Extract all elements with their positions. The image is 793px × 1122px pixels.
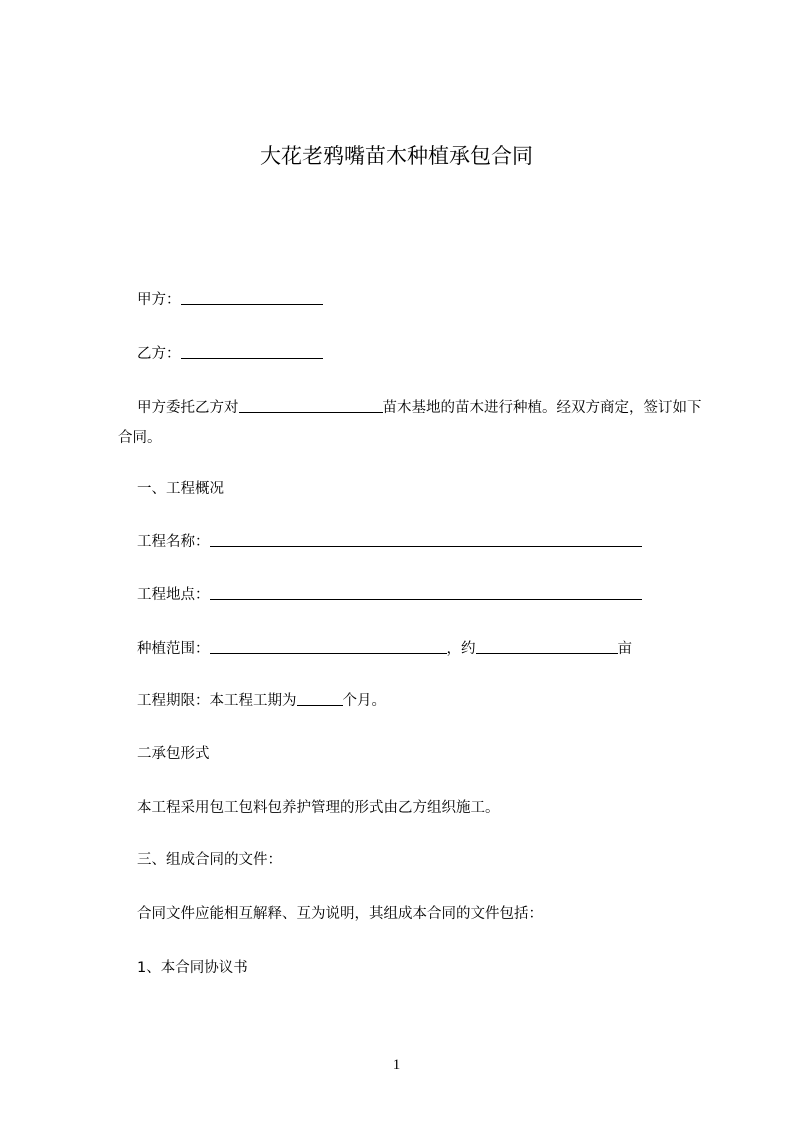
planting-scope-unit: 亩 xyxy=(617,641,632,657)
project-location-blank xyxy=(210,584,642,600)
party-a-blank xyxy=(181,289,323,305)
project-period-line xyxy=(137,690,386,712)
planting-scope-line xyxy=(137,638,632,660)
section2-heading: 二承包形式 xyxy=(137,746,210,762)
planting-scope-about: ，约 xyxy=(446,641,476,657)
section2-text: 本工程采用包工包料包养护管理的形式由乙方组织施工。 xyxy=(137,800,500,816)
page-number: 1 xyxy=(392,1057,401,1073)
section1-heading: 一、工程概况 xyxy=(137,481,224,497)
planting-scope-label: 种植范围： xyxy=(137,641,210,657)
project-period-part2: 个月。 xyxy=(342,693,386,709)
document-title: 大花老鸦嘴苗木种植承包合同 xyxy=(260,144,533,168)
intro-text-part2: 苗木基地的苗木进行种植。经双方商定，签订如下合同。 xyxy=(118,400,702,446)
base-name-blank xyxy=(239,397,383,413)
project-location-label: 工程地点： xyxy=(137,587,210,603)
party-b-blank xyxy=(181,343,323,359)
intro-text-part1: 甲方委托乙方对 xyxy=(137,400,239,416)
party-b-label: 乙方： xyxy=(137,346,181,362)
party-a-line xyxy=(137,289,323,311)
project-name-blank xyxy=(210,531,642,547)
intro-paragraph xyxy=(118,393,710,453)
project-period-blank xyxy=(297,690,343,706)
section3-heading: 三、组成合同的文件： xyxy=(137,852,282,868)
project-location-line xyxy=(137,584,642,606)
planting-area-blank xyxy=(476,638,618,654)
project-name-line xyxy=(137,531,642,553)
section3-text: 合同文件应能相互解释、互为说明，其组成本合同的文件包括： xyxy=(137,906,543,922)
list-item-1: 1、本合同协议书 xyxy=(137,960,248,976)
project-period-part1: 工程期限：本工程工期为 xyxy=(137,693,297,709)
project-name-label: 工程名称： xyxy=(137,534,210,550)
planting-scope-blank xyxy=(210,638,447,654)
party-a-label: 甲方： xyxy=(137,292,181,308)
party-b-line xyxy=(137,343,323,365)
